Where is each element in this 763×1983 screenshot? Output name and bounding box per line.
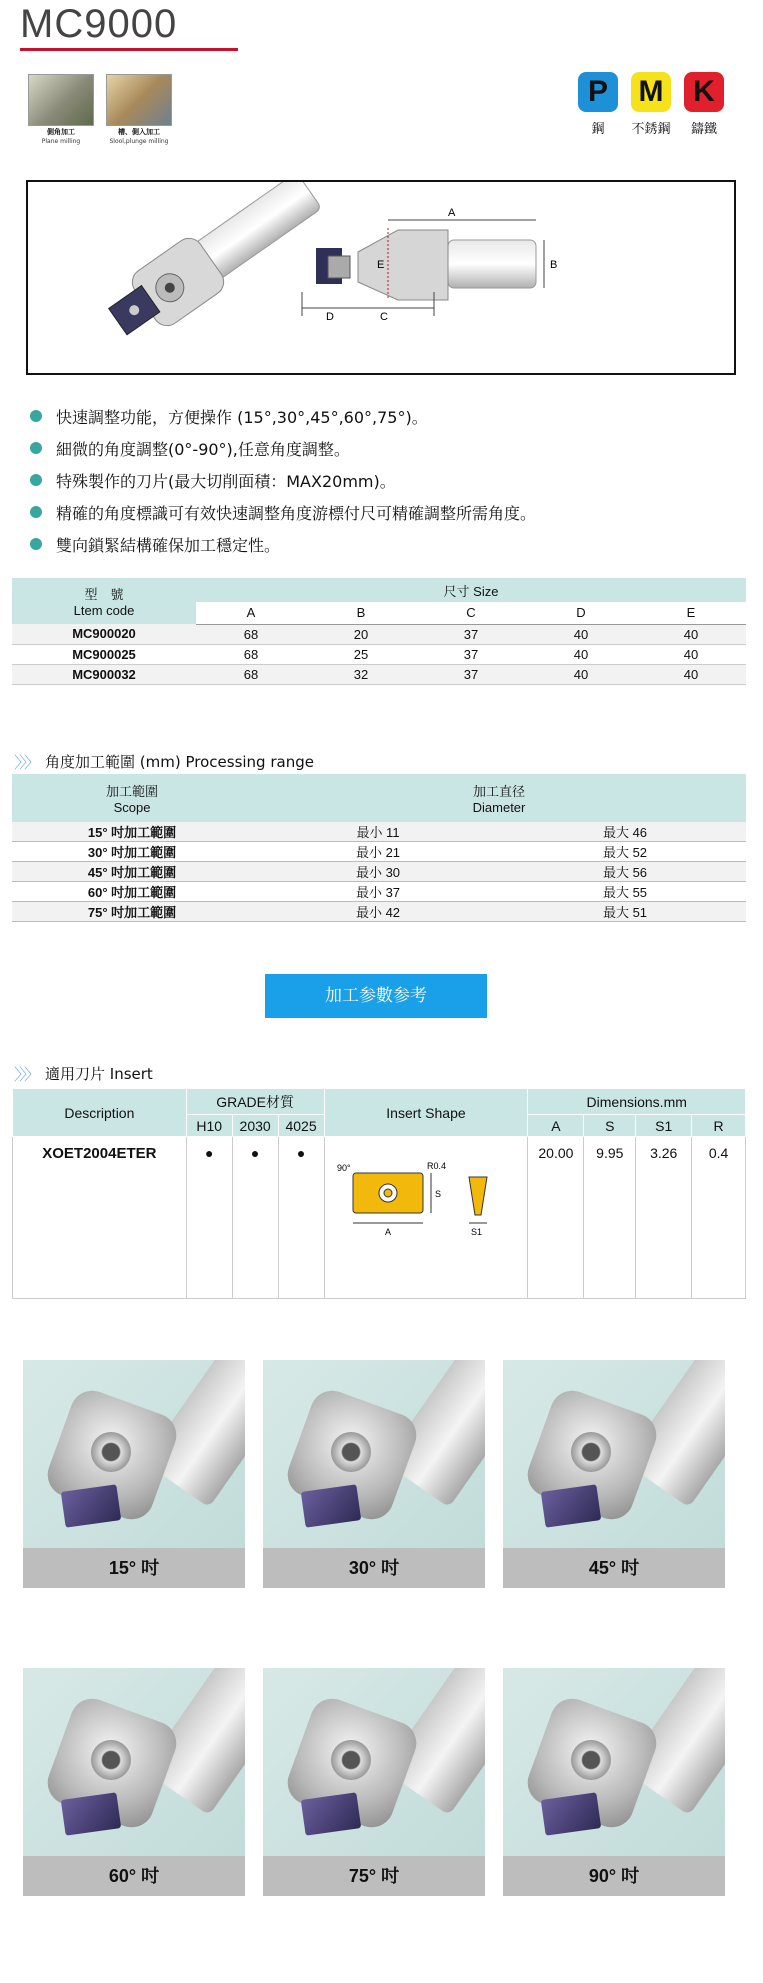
grade-header: GRADE材質 xyxy=(186,1089,324,1115)
op-label-en: Slool,plunge milling xyxy=(109,138,169,145)
min-cell: 最小 11 xyxy=(252,822,504,842)
dim-value: 3.26 xyxy=(636,1137,692,1299)
item-code: MC900025 xyxy=(12,644,196,664)
table-row xyxy=(12,664,746,684)
feature-item xyxy=(30,496,730,528)
scope-cell: 15° 吋加工範圍 xyxy=(12,822,252,842)
plane-milling-image xyxy=(28,74,94,126)
grade-mark: ● xyxy=(186,1137,232,1299)
tool-photo xyxy=(263,1668,485,1856)
tool-drawing xyxy=(28,182,734,373)
material-k-label: 鑄鐵 xyxy=(690,122,717,137)
range-title: 角度加工範圍 (mm) Processing range xyxy=(45,753,314,771)
scope-cell: 45° 吋加工範圍 xyxy=(12,862,252,882)
min-cell: 最小 30 xyxy=(252,862,504,882)
dim-value: 9.95 xyxy=(584,1137,636,1299)
photo-caption: 45° 吋 xyxy=(503,1548,725,1588)
insert-section-title xyxy=(14,1062,153,1085)
cell: 40 xyxy=(636,624,746,644)
cell: 25 xyxy=(306,644,416,664)
cell: 32 xyxy=(306,664,416,684)
photo-15deg xyxy=(23,1360,245,1588)
min-cell: 最小 21 xyxy=(252,842,504,862)
col-header-e: E xyxy=(636,602,746,624)
photo-caption: 30° 吋 xyxy=(263,1548,485,1588)
cell: 37 xyxy=(416,644,526,664)
dim-d-label: D xyxy=(326,311,334,323)
max-cell: 最大 51 xyxy=(504,902,746,922)
op-label-en: Plane milling xyxy=(41,138,81,145)
dim-a-label: A xyxy=(448,207,456,219)
feature-item xyxy=(30,400,730,432)
cell: 37 xyxy=(416,624,526,644)
shape-header: Insert Shape xyxy=(324,1089,528,1137)
bullet-dot xyxy=(30,538,42,550)
table-row xyxy=(12,842,746,862)
shape-s1-label: S1 xyxy=(470,1227,482,1237)
grade-mark: ● xyxy=(278,1137,324,1299)
scope-cell: 60° 吋加工範圍 xyxy=(12,882,252,902)
cell: 20 xyxy=(306,624,416,644)
chevrons-icon: 〉〉〉 xyxy=(14,753,38,772)
photo-caption: 90° 吋 xyxy=(503,1856,725,1896)
table-row xyxy=(12,822,746,842)
shape-angle-label: 90° xyxy=(336,1163,351,1173)
op-label-cn: 側角加工 xyxy=(47,128,75,136)
tool-photo xyxy=(263,1360,485,1548)
model-header-en: Ltem code xyxy=(73,603,135,618)
material-p-label: 鋼 xyxy=(591,122,605,137)
dim-col: R xyxy=(692,1115,746,1137)
material-m-badge: M xyxy=(631,72,671,112)
grade-col: 2030 xyxy=(232,1115,278,1137)
bullet-dot xyxy=(30,474,42,486)
slot-milling-image xyxy=(106,74,172,126)
feature-list xyxy=(30,400,730,560)
dim-e-label: E xyxy=(377,259,385,271)
size-table xyxy=(12,578,746,685)
grade-mark: ● xyxy=(232,1137,278,1299)
tool-perspective-image xyxy=(101,182,328,350)
feature-item xyxy=(30,528,730,560)
min-cell: 最小 37 xyxy=(252,882,504,902)
range-table xyxy=(12,774,746,922)
diameter-header xyxy=(252,774,746,822)
machining-params-button[interactable]: 加工参數参考 xyxy=(265,974,487,1018)
dim-value: 0.4 xyxy=(692,1137,746,1299)
photo-caption: 75° 吋 xyxy=(263,1856,485,1896)
title-underline xyxy=(20,48,238,51)
scope-header-cn: 加工範圍 xyxy=(105,784,158,799)
photo-caption: 60° 吋 xyxy=(23,1856,245,1896)
diameter-header-en: Diameter xyxy=(472,800,526,815)
photo-30deg xyxy=(263,1360,485,1588)
scope-cell: 30° 吋加工範圍 xyxy=(12,842,252,862)
photo-90deg xyxy=(503,1668,725,1896)
bullet-dot xyxy=(30,442,42,454)
feature-text: 特殊製作的刀片(最大切削面積：MAX20mm)。 xyxy=(56,471,396,491)
dim-value: 20.00 xyxy=(528,1137,584,1299)
dim-b-label: B xyxy=(550,259,558,271)
cell: 40 xyxy=(526,644,636,664)
shape-s-label: S xyxy=(434,1189,441,1199)
cell: 40 xyxy=(636,644,746,664)
op-slot-milling xyxy=(106,74,172,148)
shape-a-label: A xyxy=(384,1227,391,1237)
item-code: MC900032 xyxy=(12,664,196,684)
page-title: MC9000 xyxy=(20,2,178,46)
photo-75deg xyxy=(263,1668,485,1896)
material-p-badge: P xyxy=(578,72,618,112)
cell: 40 xyxy=(636,664,746,684)
feature-text: 精確的角度標識可有效快速調整角度游標付尺可精確調整所需角度。 xyxy=(56,503,537,523)
max-cell: 最大 52 xyxy=(504,842,746,862)
feature-text: 快速調整功能，方便操作 (15°,30°,45°,60°,75°)。 xyxy=(56,407,428,427)
insert-shape-drawing xyxy=(331,1155,521,1255)
cell: 68 xyxy=(196,624,306,644)
tool-photo xyxy=(23,1668,245,1856)
cell: 68 xyxy=(196,644,306,664)
material-m-label: 不銹鋼 xyxy=(631,122,671,137)
chevrons-icon: 〉〉〉 xyxy=(14,1065,38,1084)
insert-shape-cell xyxy=(324,1137,528,1299)
cell: 40 xyxy=(526,664,636,684)
bullet-dot xyxy=(30,506,42,518)
feature-item xyxy=(30,432,730,464)
feature-item xyxy=(30,464,730,496)
dim-c-label: C xyxy=(380,311,388,323)
feature-text: 細微的角度調整(0°-90°),任意角度調整。 xyxy=(56,439,350,459)
diameter-header-cn: 加工直径 xyxy=(472,784,525,799)
tool-photo xyxy=(503,1668,725,1856)
col-header-d: D xyxy=(526,602,636,624)
op-plane-milling xyxy=(28,74,94,148)
scope-header xyxy=(12,774,252,822)
tool-photo xyxy=(23,1360,245,1548)
cell: 40 xyxy=(526,624,636,644)
tool-photo xyxy=(503,1360,725,1548)
size-header: 尺寸 Size xyxy=(196,578,746,602)
description-header: Description xyxy=(13,1089,187,1137)
op-label-cn: 槽、側入加工 xyxy=(118,128,160,136)
cell: 68 xyxy=(196,664,306,684)
dimensions-header: Dimensions.mm xyxy=(528,1089,746,1115)
table-row xyxy=(12,644,746,664)
grade-col: H10 xyxy=(186,1115,232,1137)
tool-drawing-panel xyxy=(26,180,736,375)
dim-col: A xyxy=(528,1115,584,1137)
grade-col: 4025 xyxy=(278,1115,324,1137)
table-row xyxy=(12,902,746,922)
insert-table xyxy=(12,1088,746,1299)
max-cell: 最大 55 xyxy=(504,882,746,902)
model-header-cn: 型 號 xyxy=(84,587,124,602)
item-code: MC900020 xyxy=(12,624,196,644)
photo-45deg xyxy=(503,1360,725,1588)
bullet-dot xyxy=(30,410,42,422)
shape-radius-label: R0.4 xyxy=(426,1161,446,1171)
min-cell: 最小 42 xyxy=(252,902,504,922)
table-row xyxy=(12,862,746,882)
scope-cell: 75° 吋加工範圍 xyxy=(12,902,252,922)
dim-col: S1 xyxy=(636,1115,692,1137)
material-k-badge: K xyxy=(684,72,724,112)
col-header-b: B xyxy=(306,602,416,624)
table-row xyxy=(13,1137,746,1299)
photo-60deg xyxy=(23,1668,245,1896)
scope-header-en: Scope xyxy=(113,800,151,815)
tool-side-view xyxy=(302,207,557,323)
cell: 37 xyxy=(416,664,526,684)
insert-code: XOET2004ETER xyxy=(13,1137,187,1299)
max-cell: 最大 46 xyxy=(504,822,746,842)
dim-col: S xyxy=(584,1115,636,1137)
feature-text: 雙向鎖緊結構確保加工穩定性。 xyxy=(56,535,281,555)
range-section-title xyxy=(14,750,314,773)
col-header-a: A xyxy=(196,602,306,624)
max-cell: 最大 56 xyxy=(504,862,746,882)
insert-title: 適用刀片 Insert xyxy=(45,1065,153,1083)
table-row xyxy=(12,882,746,902)
col-header-c: C xyxy=(416,602,526,624)
model-header xyxy=(12,578,196,624)
photo-caption: 15° 吋 xyxy=(23,1548,245,1588)
table-row xyxy=(12,624,746,644)
